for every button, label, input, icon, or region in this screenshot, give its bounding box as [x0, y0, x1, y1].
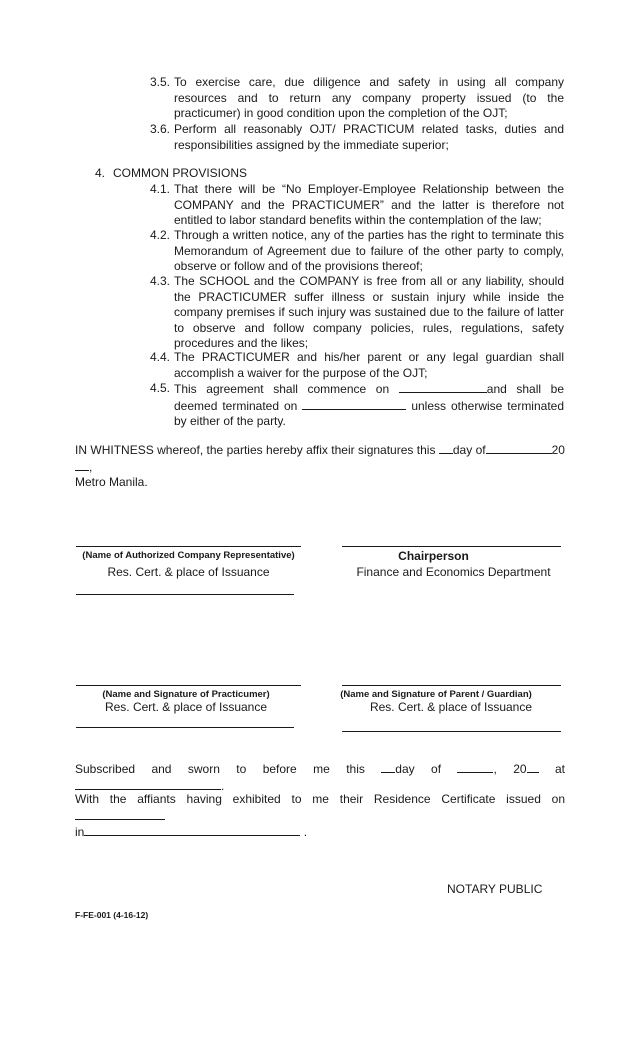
parent-signature-line[interactable]: [342, 685, 561, 686]
affiants-paragraph: With the affiants having exhibited to me their Residence Certificate issued on in .: [75, 792, 565, 840]
section-title: COMMON PROVISIONS: [113, 166, 248, 180]
clause-text: The PRACTICUMER and his/her parent or any legal guardian shall accomplish a waiver for the purpose of the OJT;: [174, 350, 564, 380]
clause-text: The SCHOOL and the COMPANY is free from all or any liability, should the PRACTICUMER suffer illness or sustain injury while inside the company premises if such injury was sustained due to the failure of latter to observe and follow company policies, rules, regulations, safety procedures and the likes;: [174, 274, 564, 351]
res-cert-line-1[interactable]: [76, 594, 294, 595]
clause-number: 4.2.: [150, 228, 171, 242]
clause-number: 4.1.: [150, 182, 171, 196]
subscribed-year-blank[interactable]: [527, 761, 539, 773]
witness-month-blank[interactable]: [486, 442, 552, 454]
commence-date-blank[interactable]: [399, 381, 487, 393]
parent-caption: (Name and Signature of Parent / Guardian): [340, 689, 532, 700]
clause-text: Through a written notice, any of the parties has the right to terminate this Memorandum of Agreement due to failure of the other party to comply, observe or follow and of the provisions thereof;: [174, 228, 564, 274]
clause-3-6: [150, 122, 564, 153]
clause-3-5: [150, 75, 564, 122]
practicumer-caption: (Name and Signature of Practicumer): [102, 689, 270, 700]
company-rep-signature-line[interactable]: [76, 546, 301, 547]
clause-4-1: [150, 182, 564, 229]
clause-text: This agreement shall commence on and shall be deemed terminated on unless otherwise terminated by either of the party.: [174, 382, 565, 429]
subscribed-place-blank[interactable]: [75, 778, 221, 790]
res-cert-caption-1: Res. Cert. & place of Issuance: [107, 565, 270, 579]
subscribed-day-blank[interactable]: [381, 761, 395, 773]
section-number: 4.: [95, 166, 106, 180]
clause-4-2: [150, 228, 564, 275]
notary-public-label: NOTARY PUBLIC: [447, 882, 543, 896]
practicumer-signature-line[interactable]: [76, 685, 301, 686]
clause-text: To exercise care, due diligence and safety in using all company resources and to return any company property issued (to the practicumer) in good condition upon the completion of the OJT;: [174, 75, 564, 121]
res-cert-caption-3: Res. Cert. & place of Issuance: [369, 700, 533, 714]
res-cert-caption-2: Res. Cert. & place of Issuance: [104, 700, 268, 714]
clause-number: 4.5.: [150, 381, 171, 395]
company-rep-caption: (Name of Authorized Company Representative): [82, 550, 295, 561]
residence-cert-date-blank[interactable]: [75, 808, 165, 820]
clause-number: 3.6.: [150, 122, 171, 136]
clause-number: 4.3.: [150, 274, 171, 288]
clause-4-3: [150, 274, 564, 352]
clause-number: 4.4.: [150, 350, 171, 364]
witness-year-blank[interactable]: [75, 459, 89, 471]
res-cert-line-2[interactable]: [76, 727, 294, 728]
chairperson-signature-line[interactable]: [342, 546, 561, 547]
res-cert-line-3[interactable]: [342, 731, 561, 732]
subscribed-month-blank[interactable]: [457, 761, 493, 773]
clause-4-5: [150, 381, 564, 430]
clause-text: Perform all reasonably OJT/ PRACTICUM related tasks, duties and responsibilities assigned by the immediate superior;: [174, 122, 564, 152]
clause-text: That there will be “No Employer-Employee Relationship between the COMPANY and the PRACTICUMER” and the latter is therefore not entitled to labor standard benefits within the contemplation of the law;: [174, 182, 564, 228]
form-code: F-FE-001 (4-16-12): [75, 910, 149, 920]
termination-date-blank[interactable]: [302, 398, 406, 410]
subscribed-paragraph: Subscribed and sworn to before me this day of , 20 at.: [75, 762, 565, 793]
witness-paragraph: IN WHITNESS whereof, the parties hereby affix their signatures this day of 20, Metro Manila.: [75, 443, 565, 490]
department-caption: Finance and Economics Department: [356, 565, 551, 579]
chairperson-caption: Chairperson: [398, 549, 469, 563]
witness-day-blank[interactable]: [439, 442, 453, 454]
section-heading-common-provisions: [95, 166, 247, 182]
residence-cert-place-blank[interactable]: [84, 824, 300, 836]
clause-number: 3.5.: [150, 75, 171, 89]
clause-4-4: [150, 350, 564, 381]
